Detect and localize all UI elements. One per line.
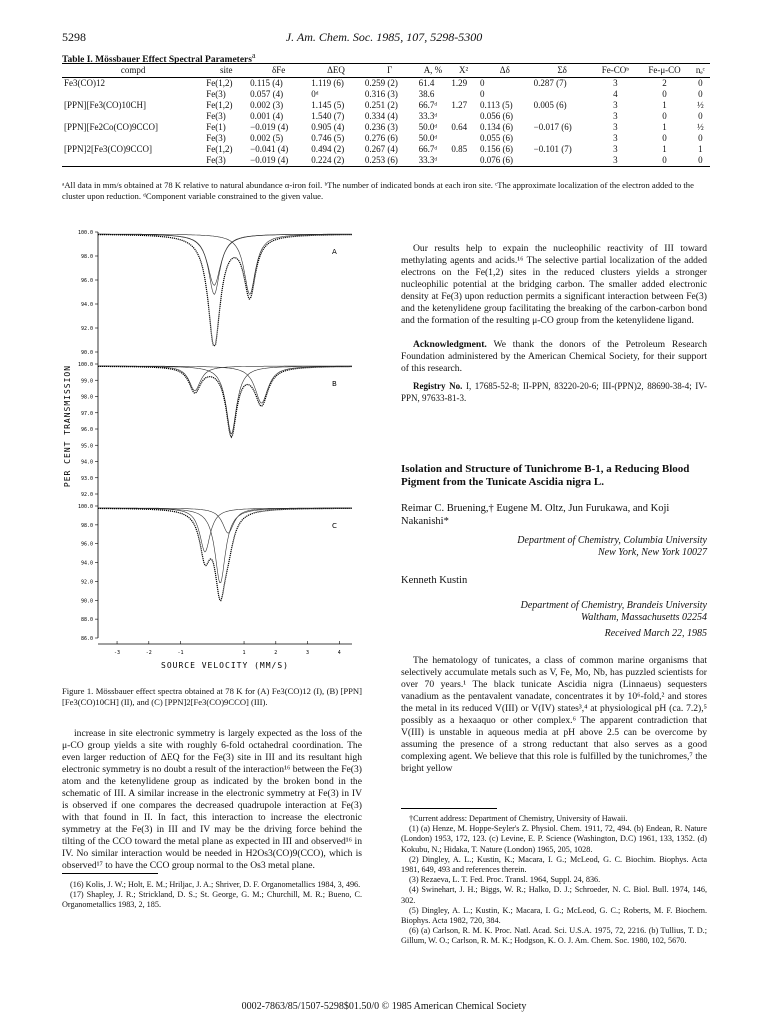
table-cell: 0 (638, 155, 691, 167)
table-cell (449, 111, 478, 122)
component-curve (98, 234, 352, 285)
table-cell: 0.905 (4) (311, 122, 345, 132)
x-tick-label: -1 (177, 650, 184, 656)
table-cell: 0.115 (4) (250, 78, 283, 88)
reference: (6) (a) Carlson, R. M. K. Proc. Natl. Acad. Sci. U.S.A. 1975, 72, 2216. (b) Tullius, T. D.; Gillum, W. O.; Carlson, R. M. K.; Hodgson, K. O. J. Am. Chem. Soc. 1980, 102, 5670. (401, 926, 707, 946)
table-cell (449, 155, 478, 167)
reference: (16) Kolis, J. W.; Holt, E. M.; Hriljac, J. A.; Shriver, D. F. Organometallics 1984, 3, 496. (70, 880, 361, 889)
reference: (3) Rezaeva, L. T. Fed. Proc. Transl. 1964, Suppl. 24, 836. (409, 875, 601, 885)
panel-label: B (332, 380, 337, 388)
table-cell: 1.540 (7) (311, 111, 345, 121)
registry-numbers: Registry No. I, 17685-52-8; II-PPN, 83220-20-6; III-(PPN)2, 88690-38-4; IV-PPN, 97633-81-3. (401, 381, 707, 403)
y-tick-label: 88.0 (80, 617, 93, 624)
table-cell: ½ (697, 122, 704, 132)
x-tick-label: -3 (114, 650, 121, 656)
left-references (62, 880, 362, 911)
x-tick-label: 3 (306, 650, 310, 656)
received-date: Received March 22, 1985 (604, 628, 707, 639)
y-tick-label: 100.0 (77, 230, 93, 236)
table-cell: 2 (662, 78, 667, 88)
table-caption: Table I. Mössbauer Effect Spectral Parameters$^a$ (62, 51, 256, 66)
table-cell: 1.119 (6) (311, 78, 344, 88)
panel-label: A (332, 248, 337, 256)
table-cell: 33.3ᵈ (417, 155, 450, 167)
y-tick-label: 90.0 (80, 350, 93, 356)
table-cell (532, 89, 593, 100)
right-references (401, 814, 707, 947)
table-cell: 33.3ᵈ (418, 111, 438, 121)
table-cell: 3 (613, 122, 618, 132)
y-tick-label: 98.0 (80, 522, 93, 529)
table-cell: 1 (698, 144, 703, 154)
table-cell: 0 (698, 133, 703, 143)
y-tick-label: 94.0 (80, 302, 93, 308)
y-tick-label: 98.0 (80, 254, 93, 260)
component-curve (98, 508, 352, 583)
right-body-text: Our results help to expain the nucleophilic reactivity of III toward methylating agents and acids.¹⁶ The selective partial localization of the added electrons on the Fe(1,2) sites in the reduced clusters yields a stronger nucleophilic potential at the bridging carbon. The smaller added electronic density at Fe(3) upon reduction permits a significant interaction between Fe(3) and the ketenylidene group facilitating the breaking of the carbon-carbon bond and the formation of the resulting μ-CO group from the ketenylidene ligand. (401, 243, 707, 326)
table-cell: [PPN][Fe2Co(CO)9CCO] (64, 122, 159, 132)
table-cell: Fe(3) (206, 133, 226, 143)
table-cell: 0.076 (6) (478, 155, 532, 167)
table-cell: 0 (698, 89, 703, 99)
table-cell: −0.041 (4) (250, 144, 289, 154)
affiliation-brandeis: Department of Chemistry, Brandeis University Waltham, Massachusetts 02254 (520, 600, 707, 623)
table-cell (449, 89, 478, 100)
table-footnote: ᵃAll data in mm/s obtained at 78 K relative to natural abundance α-iron foil. ᵇThe number of indicated bonds at each iron site. ᶜThe approximate localization of the electron added to the cluster upon reduction. ᵈComponent variable constrained to the given value. (62, 180, 694, 201)
y-tick-label: 100.0 (77, 362, 93, 368)
journal-header: J. Am. Chem. Soc. 1985, 107, 5298-5300 (285, 30, 483, 44)
table-cell: 0.251 (2) (364, 100, 398, 110)
article-title: Isolation and Structure of Tunichrome B-1, a Reducing Blood Pigment from the Tunicate Ascidia nigra L. (401, 463, 690, 488)
x-tick-label: 1 (242, 650, 246, 656)
table-cell: 0.276 (6) (364, 133, 398, 143)
table-cell: 0.64 (451, 122, 468, 132)
table-cell: 0.287 (7) (533, 78, 567, 88)
y-tick-label: 96.0 (80, 427, 93, 433)
table-cell: 0.85 (451, 144, 468, 154)
table-cell: Fe(3) (204, 155, 248, 167)
y-tick-label: 97.0 (80, 410, 93, 417)
table-header-cell: nₑᶜ (691, 64, 710, 78)
y-tick-label: 95.0 (80, 443, 93, 450)
table-cell (62, 133, 204, 144)
table-cell: 0.253 (6) (363, 155, 417, 167)
table-cell: 0ᵈ (311, 89, 319, 99)
table-cell (532, 111, 593, 122)
left-body-text: increase in site electronic symmetry is largely expected as the loss of the μ-CO group yields a site with roughly 6-fold octahedral coordination. The even larger reduction of ΔEQ for the Fe(3) site in III and its resultant high electronic symmetry is no doubt a result of the interaction¹⁶ between the Fe(3) atom and the ketenylidene group as indicated by the broken bond in the schematic of III. A similar increase in the electronic symmetry at Fe(3) in IV is observed if one compares the decreased quadrupole interaction at Fe(3) with that found in II. In fact, this interaction to increase the electronic symmetry at the Fe(3) in III and IV may be the driving force behind the tilting of the CCO toward the metal plane as expected in III and observed¹⁶ in IV. No similar interaction would be needed in H2Os3(CO)9(CCO), which is observed¹⁷ to have the CCO group normal to the Os3 metal plane. (62, 728, 362, 871)
y-tick-label: 98.0 (80, 394, 93, 401)
table-cell: 0.134 (6) (479, 122, 513, 132)
table-cell: 0.334 (4) (364, 111, 398, 121)
table-header-cell: ΔEQ (309, 64, 363, 78)
table-cell: 0.113 (5) (479, 100, 513, 110)
x-tick-label: 4 (337, 650, 341, 656)
table-cell: 50.0ᵈ (418, 122, 438, 132)
y-tick-label: 86.0 (80, 636, 93, 642)
y-tick-label: 92.0 (80, 326, 93, 332)
table-cell: [PPN]2[Fe3(CO)9CCO] (64, 144, 153, 154)
reference: (2) Dingley, A. L.; Kustin, K.; Macara, I. G.; McLeod, G. C. Biochim. Biophys. Acta 1981, 649, 493 and references therein. (401, 854, 707, 875)
table-cell: 61.4 (418, 78, 435, 88)
left-ref-rule (62, 873, 158, 874)
table-cell: −0.017 (6) (533, 122, 572, 132)
y-tick-label: 96.0 (80, 278, 93, 284)
table-cell: 66.7ᵈ (418, 144, 438, 154)
table-cell: 50.0ᵈ (418, 133, 438, 143)
table-cell: 0 (662, 89, 667, 99)
component-curve (98, 508, 352, 552)
reference: (5) Dingley, A. L.; Kustin, K.; Macara, I. G.; McLeod, G. C.; Roberts, M. F. Biochem. Biophys. Acta 1982, 720, 384. (401, 905, 707, 926)
table-row (62, 111, 710, 122)
table-cell: 1.145 (5) (311, 100, 345, 110)
table-header-cell: site (204, 64, 248, 78)
table-cell: 3 (593, 155, 638, 167)
component-curve (98, 234, 352, 294)
table-cell: −0.019 (4) (250, 122, 289, 132)
table-cell: [PPN][Fe3(CO)10CH] (64, 100, 146, 110)
table-cell: 3 (613, 144, 618, 154)
article-body-text: The hematology of tunicates, a class of common marine organisms that selectively accumulate metals such as V, Fe, Mo, Nb, has puzzled scientists for over 70 years.¹ The black tunicate Ascidia nigra (Linnaeus) sequesters vanadium as the pentavalent vanadate, concentrates it by 10⁶-fold,² and stores the metal in its reduced V(III) or V(IV) states³,⁴ at physiological pH (ca. 7.2),⁵ possibly as a hexaaquo or other complex.⁶ The apparent contradiction that V(III) is unstable in aqueous media at pH above 2.5 can be overcome by assuming the presence of a strong reductant that also serves as a good complexing agent. We believe that this role is fulfilled by the tunichromes,⁷ the bright yellow (401, 655, 707, 774)
table-cell: 0 (662, 133, 667, 143)
table-cell: 0.002 (3) (250, 100, 284, 110)
table-cell: 0.494 (2) (311, 144, 345, 154)
y-tick-label: 94.0 (80, 459, 93, 466)
author-brandeis: Kenneth Kustin (401, 575, 468, 586)
y-tick-label: 90.0 (80, 598, 93, 605)
y-tick-label: 99.0 (80, 378, 93, 385)
page-number: 5298 (62, 30, 86, 44)
table-cell: 0.236 (3) (364, 122, 398, 132)
page-footer: 0002-7863/85/1507-5298$01.50/0 © 1985 American Chemical Society (241, 1001, 527, 1012)
table-header-cell: Σδ (532, 64, 593, 78)
table-cell: 66.7ᵈ (418, 100, 438, 110)
component-curve (98, 366, 352, 391)
table-cell: Fe(1) (206, 122, 226, 132)
mossbauer-figure (62, 226, 362, 676)
reference: †Current address: Department of Chemistry, University of Hawaii. (409, 814, 628, 823)
table-cell: 0 (479, 89, 485, 99)
table-cell: 38.6 (418, 89, 435, 99)
table-cell: 4 (613, 89, 618, 99)
table-cell: 1.29 (451, 78, 468, 88)
table-cell (62, 89, 204, 100)
table-row (62, 122, 710, 133)
table-cell: 0.002 (5) (250, 133, 284, 143)
reference: (17) Shapley, J. R.; Strickland, D. S.; St. George, G. M.; Churchill, M. R.; Bueno, C. Organometallics 1983, 2, 185. (62, 890, 362, 910)
table-header-cell: Fe-μ-CO (638, 64, 691, 78)
x-axis-label: SOURCE VELOCITY (MM/S) (161, 661, 289, 670)
x-tick-label: -2 (145, 650, 152, 656)
table-cell: −0.019 (4) (248, 155, 309, 167)
table-cell: 0 (698, 78, 703, 88)
table-cell: Fe(1,2) (206, 144, 233, 154)
affiliation-columbia: Department of Chemistry, Columbia University New York, New York 10027 (517, 535, 707, 558)
table-cell: Fe(1,2) (206, 78, 233, 88)
table-cell: 0.055 (6) (479, 133, 513, 143)
table-cell (449, 133, 478, 144)
table-header-cell: compd (62, 64, 204, 78)
table-cell (532, 155, 593, 167)
table-cell: 3 (613, 133, 618, 143)
table-row (62, 144, 710, 155)
table-cell: Fe(3) (206, 89, 226, 99)
table-cell (62, 155, 204, 167)
y-tick-label: 96.0 (80, 541, 93, 548)
table-cell: Fe(1,2) (206, 100, 233, 110)
table-row (62, 133, 710, 144)
right-ref-rule (401, 808, 497, 809)
table-cell: 0 (662, 111, 667, 121)
table-header-cell: Fe-COᵇ (593, 64, 638, 78)
y-axis-label: PER CENT TRANSMISSION (63, 364, 72, 488)
table-cell: 0.056 (6) (479, 111, 513, 121)
table-header-cell: Δδ (478, 64, 532, 78)
figure-caption: Figure 1. Mössbauer effect spectra obtained at 78 K for (A) Fe3(CO)12 (I), (B) [PPN][Fe3(CO)10CH] (II), and (C) [PPN]2[Fe3(CO)9CCO] (III). (62, 686, 362, 707)
mossbauer-table (62, 63, 710, 167)
table-cell: 0.316 (3) (364, 89, 398, 99)
table-cell: 0.259 (2) (364, 78, 398, 88)
table-cell: 1.27 (451, 100, 468, 110)
y-tick-label: 100.0 (77, 504, 93, 510)
component-curve (98, 234, 352, 294)
table-cell: 0.746 (5) (311, 133, 345, 143)
y-tick-label: 92.0 (80, 492, 93, 498)
table-cell (62, 111, 204, 122)
y-tick-label: 92.0 (80, 579, 93, 586)
table-cell: 0 (698, 111, 703, 121)
table-row (62, 155, 710, 167)
table-cell: ½ (697, 100, 704, 110)
table-cell (532, 133, 593, 144)
x-tick-label: 2 (274, 650, 278, 656)
table-cell: 1 (662, 122, 667, 132)
acknowledgment: Acknowledgment. We thank the donors of the Petroleum Research Foundation administered by the American Chemical Society, for their support of this research. (401, 339, 707, 374)
y-tick-label: 93.0 (80, 475, 93, 482)
fit-curve (98, 366, 352, 437)
table-row (62, 100, 710, 111)
table-cell: 0.057 (4) (250, 89, 284, 99)
component-curve (98, 366, 352, 403)
table-cell: 0.005 (6) (533, 100, 567, 110)
authors-columbia: Reimar C. Bruening,† Eugene M. Oltz, Jun Furukawa, and Koji Nakanishi* (401, 503, 670, 527)
y-tick-label: 94.0 (80, 560, 93, 567)
table-cell: 3 (613, 111, 618, 121)
table-cell: Fe(3) (206, 111, 226, 121)
panel-label: C (332, 522, 337, 530)
table-header-cell: δFe (248, 64, 309, 78)
table-cell: −0.101 (7) (533, 144, 572, 154)
table-cell: 1 (662, 100, 667, 110)
reference: (1) (a) Henze, M. Hoppe-Seyler's Z. Physiol. Chem. 1911, 72, 494. (b) Endean, R. Nature (London) 1953, 172, 123. (c) Levine, E. P. Science (Washington, D.C) 1961, 133, 1352. (d) Kokubu, N.; Hidaka, T. Nature (London) 1965, 205, 1028. (401, 824, 707, 854)
table-cell: 0 (691, 155, 710, 167)
table-cell: 0 (479, 78, 485, 88)
table-header-cell: X² (449, 64, 478, 78)
table-header-cell: A, % (417, 64, 450, 78)
table-header-cell: Γ (363, 64, 417, 78)
table-cell: 0.267 (4) (364, 144, 398, 154)
table-row (62, 89, 710, 100)
table-cell: 1 (662, 144, 667, 154)
reference: (4) Swinehart, J. H.; Biggs, W. R.; Halko, D. J.; Schroeder, N. C. Biol. Bull. 1974, 146, 302. (401, 885, 707, 905)
table-cell: 0.224 (2) (309, 155, 363, 167)
table-cell: 0.001 (4) (250, 111, 284, 121)
table-cell: 0.156 (6) (479, 144, 513, 154)
table-cell: Fe3(CO)12 (64, 78, 105, 88)
table-row (62, 78, 710, 90)
table-cell: 3 (613, 100, 618, 110)
table-cell: 3 (613, 78, 618, 88)
